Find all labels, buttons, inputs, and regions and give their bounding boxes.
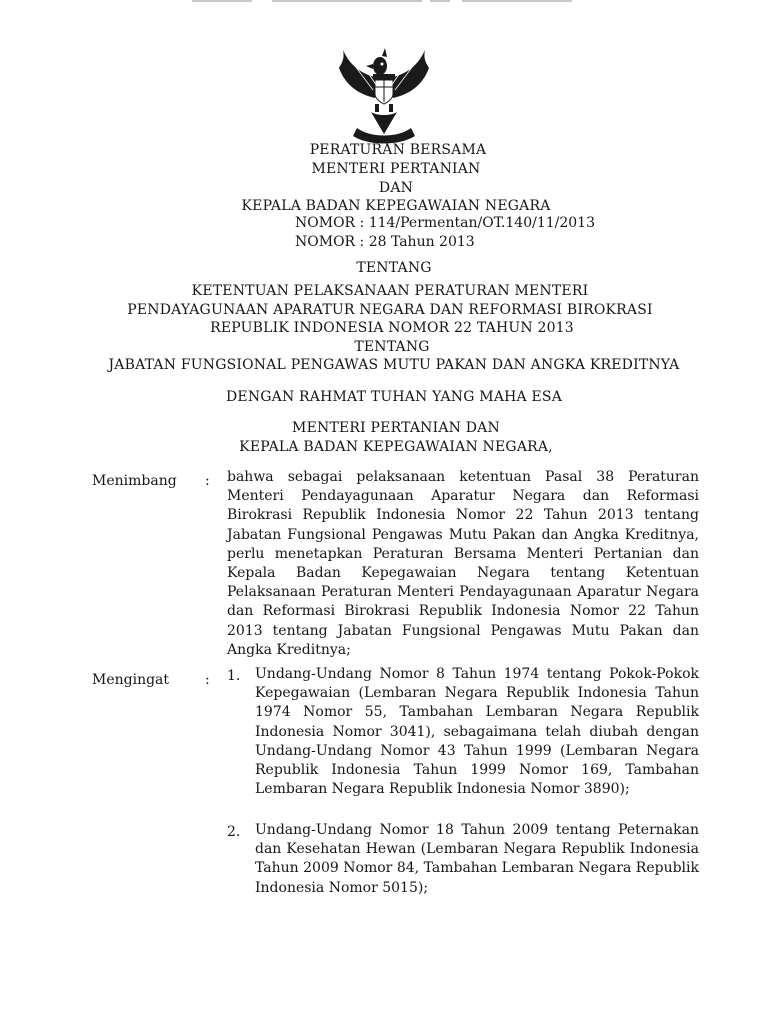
garuda-emblem-icon xyxy=(335,42,433,150)
doc-title-line4: KEPALA BADAN KEPEGAWAIAN NEGARA xyxy=(241,198,551,214)
subject-line2: PENDAYAGUNAAN APARATUR NEGARA DAN REFORMASI BIROKRASI xyxy=(127,302,653,318)
authority-line1: MENTERI PERTANIAN DAN xyxy=(292,420,500,436)
menimbang-colon: : xyxy=(205,473,210,489)
subject-line5: JABATAN FUNGSIONAL PENGAWAS MUTU PAKAN DAN ANGKA KREDITNYA xyxy=(108,357,680,373)
mengingat-item-1-text: Undang-Undang Nomor 8 Tahun 1974 tentang Pokok-Pokok Kepegawaian (Lembaran Negara Republik Indonesia Tahun 1974 Nomor 55, Tambahan Lembaran Negara Republik Indonesia Nomor 3041), sebagaimana telah diubah dengan Undang-Undang Nomor 43 Tahun 1999 (Lembaran Negara Republik Indonesia Tahun 1999 Nomor 169, Tambahan Lembaran Negara Republik Indonesia Nomor 3890); xyxy=(255,666,699,798)
subject-line4: TENTANG xyxy=(354,339,430,355)
doc-tentang-1: TENTANG xyxy=(356,260,432,276)
mengingat-item-2-number: 2. xyxy=(227,824,241,840)
mengingat-label: Mengingat xyxy=(92,672,170,688)
mengingat-colon: : xyxy=(205,672,210,688)
mengingat-item-2-text: Undang-Undang Nomor 18 Tahun 2009 tentang Peternakan dan Kesehatan Hewan (Lembaran Negara Republik Indonesia Tahun 2009 Nomor 84, Tambahan Lembaran Negara Republik Indonesia Nomor 5015); xyxy=(255,822,699,896)
doc-number-2: NOMOR : 28 Tahun 2013 xyxy=(295,234,475,250)
doc-title-line2: MENTERI PERTANIAN xyxy=(311,161,481,177)
mengingat-item-1-number: 1. xyxy=(227,668,241,684)
doc-title-line1: PERATURAN BERSAMA xyxy=(309,142,487,158)
authority-line2: KEPALA BADAN KEPEGAWAIAN NEGARA, xyxy=(239,439,553,455)
menimbang-label: Menimbang xyxy=(92,473,177,489)
doc-number-1: NOMOR : 114/Permentan/OT.140/11/2013 xyxy=(295,215,595,231)
scan-top-marks xyxy=(0,0,768,4)
subject-line3: REPUBLIK INDONESIA NOMOR 22 TAHUN 2013 xyxy=(210,320,574,336)
doc-title-line3: DAN xyxy=(378,180,414,196)
rahmat-line: DENGAN RAHMAT TUHAN YANG MAHA ESA xyxy=(225,389,563,405)
menimbang-text: bahwa sebagai pelaksanaan ketentuan Pasal 38 Peraturan Menteri Pendayagunaan Aparatur Negara dan Reformasi Birokrasi Republik Indonesia Nomor 22 Tahun 2013 tentang Jabatan Fungsional Pengawas Mutu Pakan dan Angka Kreditnya, perlu menetapkan Peraturan Bersama Menteri Pertanian dan Kepala Badan Kepegawaian Negara tentang Ketentuan Pelaksanaan Peraturan Menteri Pendayagunaan Aparatur Negara dan Reformasi Birokrasi Republik Indonesia Nomor 22 Tahun 2013 tentang Jabatan Fungsional Pengawas Mutu Pakan dan Angka Kreditnya; xyxy=(227,469,699,658)
subject-line1: KETENTUAN PELAKSANAAN PERATURAN MENTERI xyxy=(191,283,589,299)
